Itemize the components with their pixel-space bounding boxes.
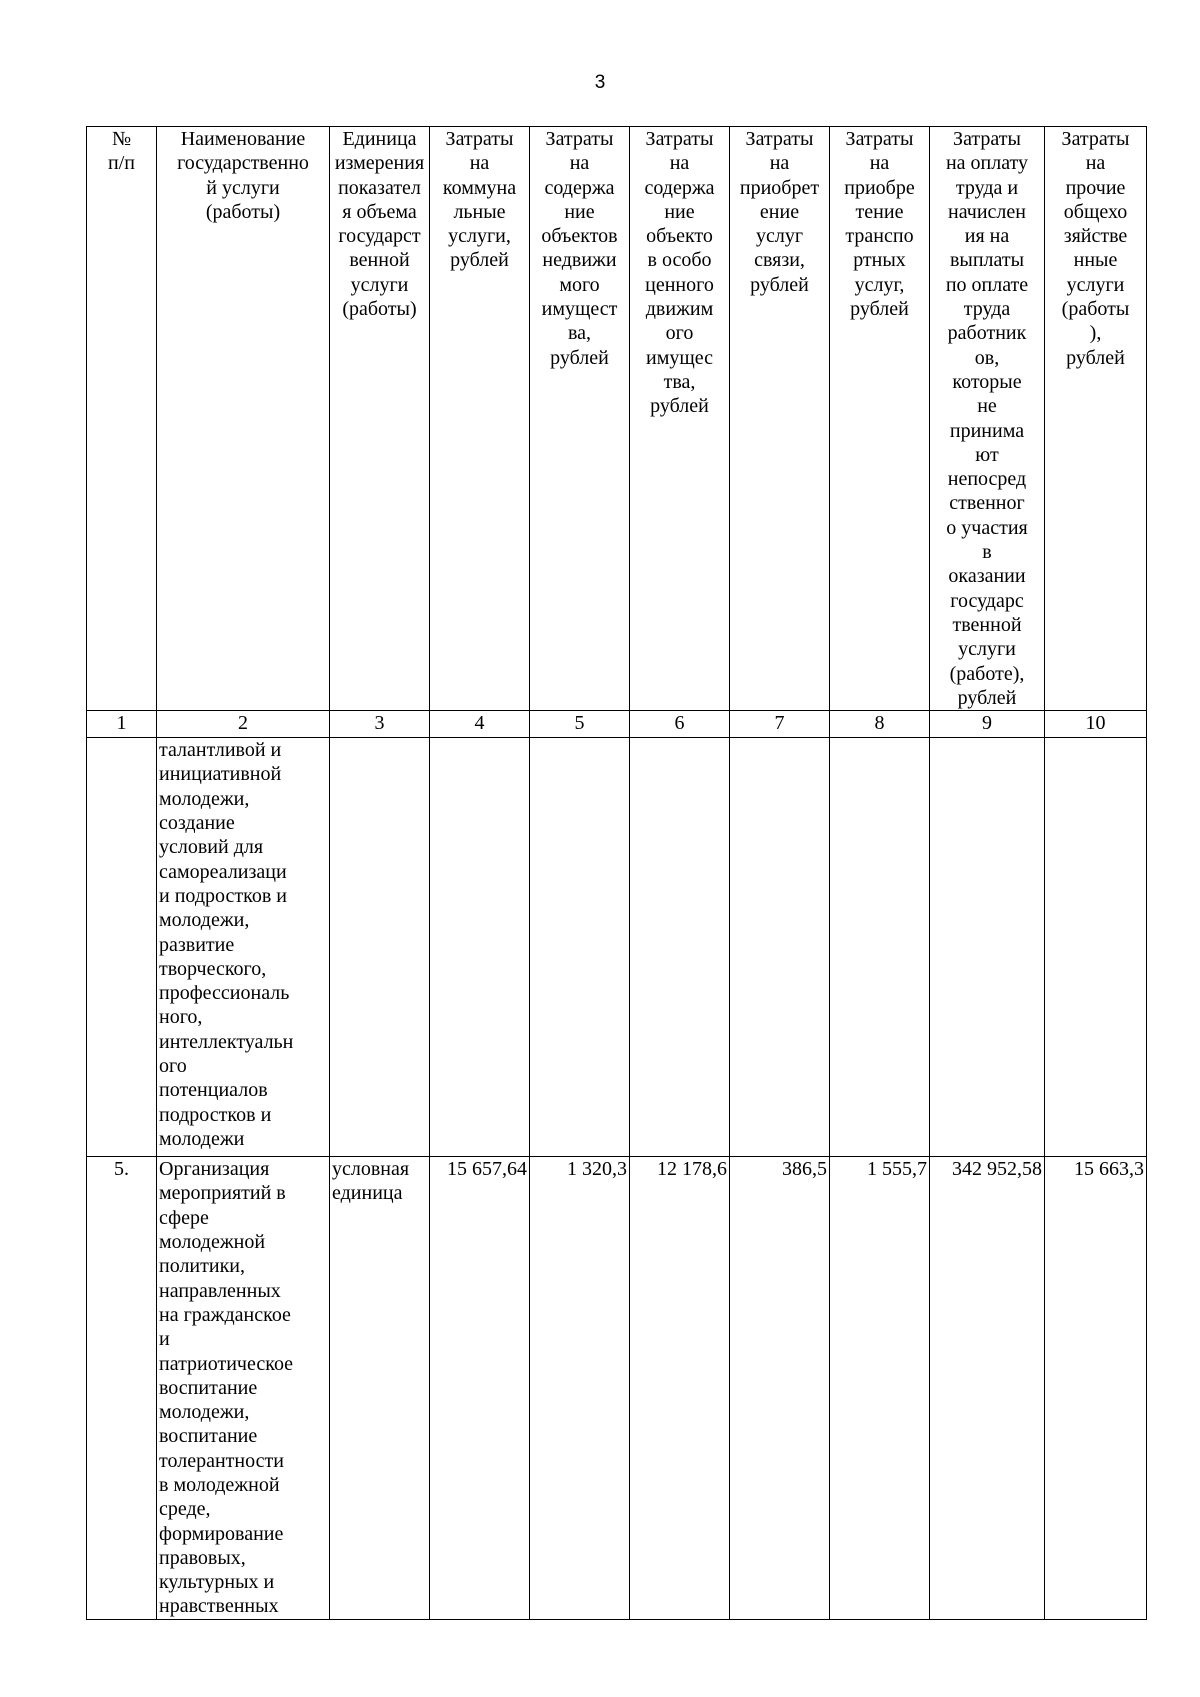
header-cell: Единица измерения показател я объема государст венной услуги (работы) bbox=[330, 127, 430, 711]
column-number: 10 bbox=[1045, 711, 1147, 738]
column-number: 1 bbox=[87, 711, 157, 738]
column-number: 6 bbox=[630, 711, 730, 738]
column-number-row bbox=[87, 711, 1147, 738]
column-number: 5 bbox=[530, 711, 630, 738]
communication-cost bbox=[730, 738, 830, 1157]
page-number: 3 bbox=[594, 72, 606, 93]
other-cost: 15 663,3 bbox=[1045, 1157, 1147, 1620]
column-number: 4 bbox=[430, 711, 530, 738]
movable-property-cost bbox=[630, 738, 730, 1157]
table-header-row bbox=[87, 127, 1147, 711]
unit-cell: условная единица bbox=[330, 1157, 430, 1620]
unit-cell bbox=[330, 738, 430, 1157]
row-number bbox=[87, 738, 157, 1157]
service-name: Организация мероприятий в сфере молодежной политики, направленных на гражданское и патриотическое воспитание молодежи, воспитание толерантности в молодежной среде, формирование правовых, культурных и нравственных bbox=[157, 1157, 330, 1620]
column-number: 8 bbox=[830, 711, 930, 738]
cost-table bbox=[86, 126, 1147, 1620]
communication-cost: 386,5 bbox=[730, 1157, 830, 1620]
header-cell: Затраты на содержа ние объекто в особо ценного движим ого имущес тва, рублей bbox=[630, 127, 730, 711]
header-cell: № п/п bbox=[87, 127, 157, 711]
header-cell: Затраты на коммуна льные услуги, рублей bbox=[430, 127, 530, 711]
table-row bbox=[87, 738, 1147, 1157]
labor-cost: 342 952,58 bbox=[930, 1157, 1045, 1620]
header-cell: Затраты на содержа ние объектов недвижи мого имущест ва, рублей bbox=[530, 127, 630, 711]
transport-cost: 1 555,7 bbox=[830, 1157, 930, 1620]
utilities-cost bbox=[430, 738, 530, 1157]
utilities-cost: 15 657,64 bbox=[430, 1157, 530, 1620]
table-row bbox=[87, 1157, 1147, 1620]
header-cell: Затраты на оплату труда и начислен ия на выплаты по оплате труда работник ов, которые не принима ют непосред ственног о участия в оказании государс твенной услуги (работе), рублей bbox=[930, 127, 1045, 711]
header-cell: Затраты на приобре тение транспо ртных услуг, рублей bbox=[830, 127, 930, 711]
movable-property-cost: 12 178,6 bbox=[630, 1157, 730, 1620]
column-number: 9 bbox=[930, 711, 1045, 738]
real-estate-cost: 1 320,3 bbox=[530, 1157, 630, 1620]
service-name: талантливой и инициативной молодежи, создание условий для самореализаци и подростков и молодежи, развитие творческого, профессиональ ного, интеллектуальн ого потенциалов подростков и молодежи bbox=[157, 738, 330, 1157]
real-estate-cost bbox=[530, 738, 630, 1157]
header-cell: Затраты на прочие общехо зяйстве нные услуги (работы ), рублей bbox=[1045, 127, 1147, 711]
other-cost bbox=[1045, 738, 1147, 1157]
header-cell: Затраты на приобрет ение услуг связи, рублей bbox=[730, 127, 830, 711]
transport-cost bbox=[830, 738, 930, 1157]
column-number: 7 bbox=[730, 711, 830, 738]
column-number: 2 bbox=[157, 711, 330, 738]
header-cell: Наименование государственно й услуги (работы) bbox=[157, 127, 330, 711]
row-number: 5. bbox=[87, 1157, 157, 1620]
labor-cost bbox=[930, 738, 1045, 1157]
column-number: 3 bbox=[330, 711, 430, 738]
